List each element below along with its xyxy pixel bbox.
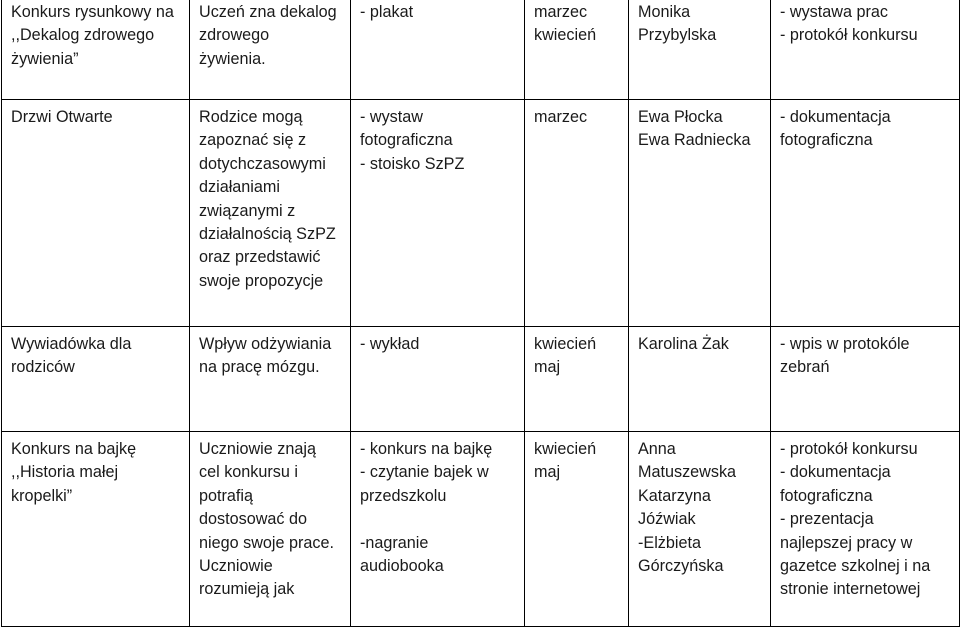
evaluation-cell: - dokumentacja fotograficzna — [771, 100, 960, 327]
date-cell: kwiecień maj — [525, 432, 629, 627]
goal-cell: Uczniowie znają cel konkursu i potrafią dostosować do niego swoje prace. Uczniowie rozumieją jak — [190, 432, 351, 627]
table-row — [2, 100, 960, 327]
date-cell: marzec kwiecień — [525, 0, 629, 100]
evaluation-cell: - wpis w protokóle zebrań — [771, 327, 960, 432]
activity-cell: Konkurs na bajkę ,,Historia małej kropelki” — [2, 432, 190, 627]
goal-cell: Uczeń zna dekalog zdrowego żywienia. — [190, 0, 351, 100]
date-cell: kwiecień maj — [525, 327, 629, 432]
goal-cell: Wpływ odżywiania na pracę mózgu. — [190, 327, 351, 432]
form-cell: - wykład — [351, 327, 525, 432]
activity-cell: Drzwi Otwarte — [2, 100, 190, 327]
table-row — [2, 0, 960, 100]
plan-table — [1, 0, 960, 627]
evaluation-cell: - protokół konkursu - dokumentacja fotograficzna - prezentacja najlepszej pracy w gazetce szkolnej i na stronie internetowej — [771, 432, 960, 627]
responsible-cell: Anna Matuszewska Katarzyna Jóźwiak -Elżbieta Górczyńska — [629, 432, 771, 627]
form-cell: - wystaw fotograficzna - stoisko SzPZ — [351, 100, 525, 327]
responsible-cell: Karolina Żak — [629, 327, 771, 432]
table-row — [2, 327, 960, 432]
table-row — [2, 432, 960, 627]
activity-cell: Konkurs rysunkowy na ,,Dekalog zdrowego żywienia” — [2, 0, 190, 100]
date-cell: marzec — [525, 100, 629, 327]
form-cell: - konkurs na bajkę - czytanie bajek w przedszkolu -nagranie audiobooka — [351, 432, 525, 627]
form-cell: - plakat — [351, 0, 525, 100]
responsible-cell: Monika Przybylska — [629, 0, 771, 100]
evaluation-cell: - wystawa prac - protokół konkursu — [771, 0, 960, 100]
goal-cell: Rodzice mogą zapoznać się z dotychczasowymi działaniami związanymi z działalnością SzPZ oraz przedstawić swoje propozycje — [190, 100, 351, 327]
responsible-cell: Ewa Płocka Ewa Radniecka — [629, 100, 771, 327]
activity-cell: Wywiadówka dla rodziców — [2, 327, 190, 432]
